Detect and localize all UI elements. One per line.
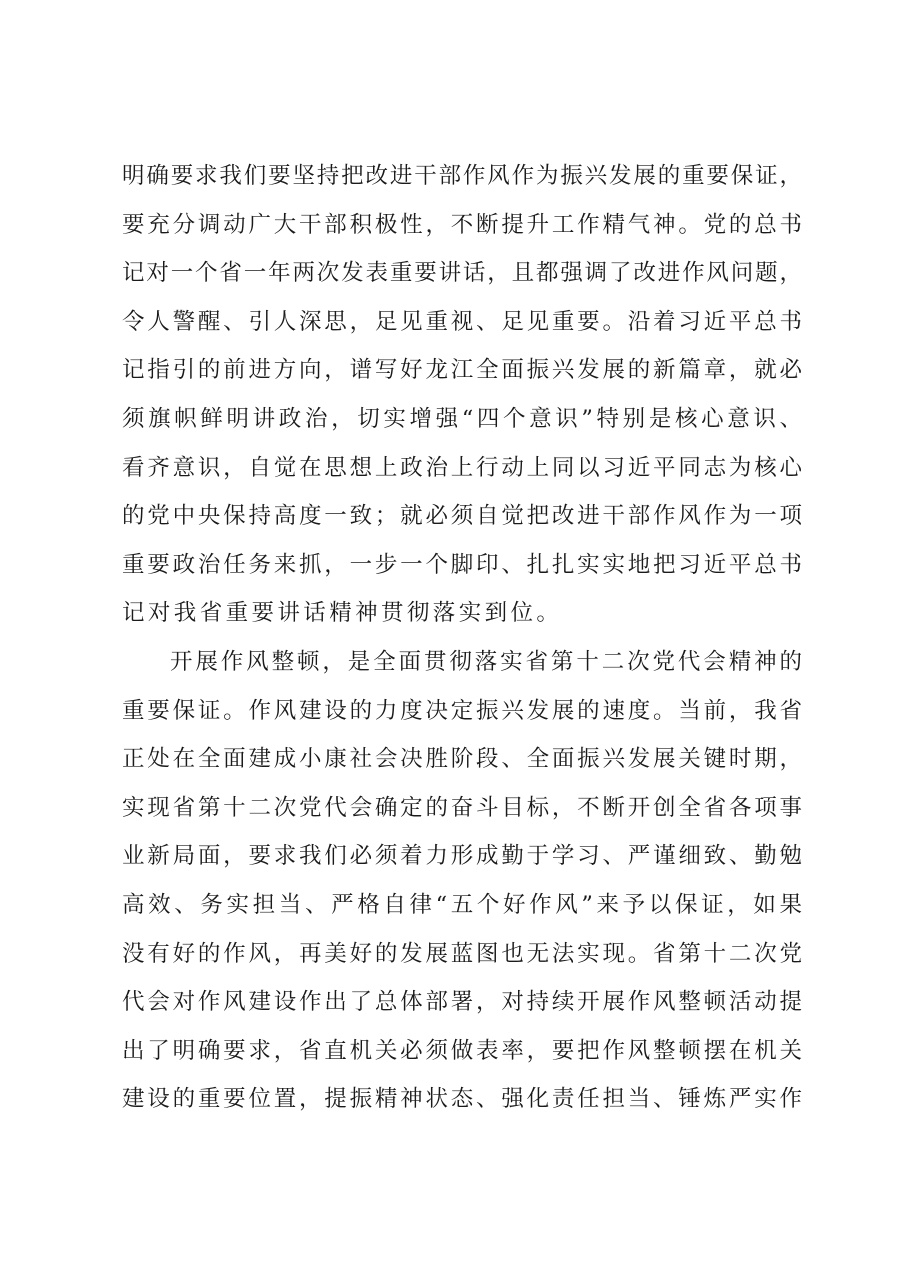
text-line: 要充分调动广大干部积极性，不断提升工作精气神。党的总书 <box>122 211 802 238</box>
text-line: 令人警醒、引人深思，足见重视、足见重要。沿着习近平总书 <box>122 308 802 335</box>
text-line: 实现省第十二次党代会确定的奋斗目标，不断开创全省各项事 <box>122 794 802 821</box>
text-line: 出了明确要求，省直机关必须做表率，要把作风整顿摆在机关 <box>122 1037 802 1064</box>
text-line: 记对我省重要讲话精神贯彻落实到位。 <box>122 600 563 627</box>
text-line: 记对一个省一年两次发表重要讲话，且都强调了改进作风问题， <box>122 260 802 287</box>
text-line: 代会对作风建设作出了总体部署，对持续开展作风整顿活动提 <box>122 989 802 1016</box>
text-line: 建设的重要位置，提振精神状态、强化责任担当、锤炼严实作 <box>122 1086 802 1113</box>
text-line: 的党中央保持高度一致；就必须自觉把改进干部作风作为一项 <box>122 503 802 530</box>
text-line: 正处在全面建成小康社会决胜阶段、全面振兴发展关键时期， <box>122 746 802 773</box>
text-line: 高效、务实担当、严格自律“五个好作风”来予以保证，如果 <box>122 891 802 918</box>
body-text <box>122 152 802 1124</box>
text-line: 记指引的前进方向，谱写好龙江全面振兴发展的新篇章，就必 <box>122 357 802 384</box>
text-line: 开展作风整顿，是全面贯彻落实省第十二次党代会精神的 <box>170 648 802 675</box>
text-line: 重要保证。作风建设的力度决定振兴发展的速度。当前，我省 <box>122 697 802 724</box>
text-line: 须旗帜鲜明讲政治，切实增强“四个意识”特别是核心意识、 <box>122 405 802 432</box>
paragraph-2 <box>122 638 802 1124</box>
text-line: 业新局面，要求我们必须着力形成勤于学习、严谨细致、勤勉 <box>122 843 802 870</box>
text-line: 没有好的作风，再美好的发展蓝图也无法实现。省第十二次党 <box>122 940 802 967</box>
text-line: 重要政治任务来抓，一步一个脚印、扎扎实实地把习近平总书 <box>122 551 802 578</box>
paragraph-1 <box>122 152 802 638</box>
text-line: 看齐意识，自觉在思想上政治上行动上同以习近平同志为核心 <box>122 454 802 481</box>
text-line: 明确要求我们要坚持把改进干部作风作为振兴发展的重要保证， <box>122 163 802 189</box>
